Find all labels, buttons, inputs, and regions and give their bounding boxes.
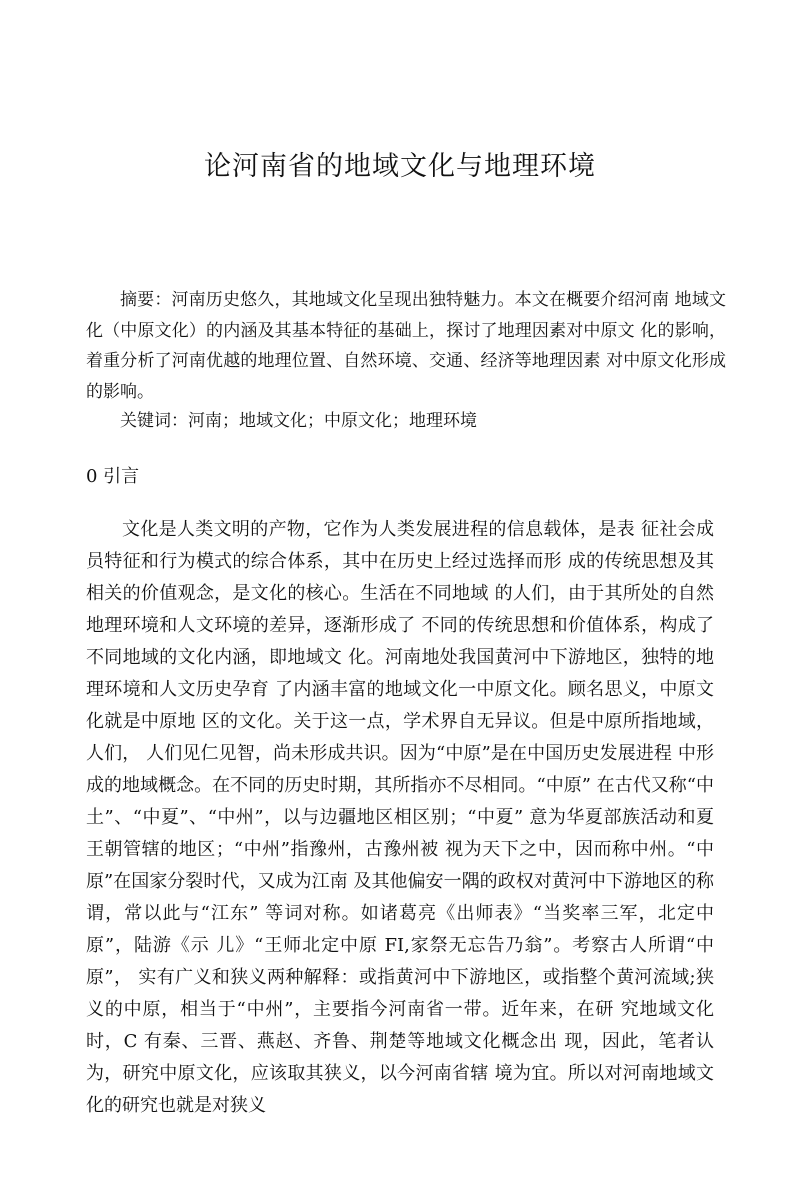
section-heading: 0 引言 <box>86 466 140 487</box>
keywords-line: 关键词：河南；地域文化；中原文化；地理环境 <box>120 411 477 431</box>
document-title: 论河南省的地域文化与地理环境 <box>204 151 596 182</box>
abstract-paragraph: 摘要：河南历史悠久，其地域文化呈现出独特魅力。本文在概要介绍河南 地域文化（中原文化）的内涵及其基本特征的基础上，探讨了地理因素对中原文 化的影响，着重分析了河南优越的地理位置、自然环境、交通、经济等地理因素 对中原文化形成的影响。 <box>86 290 726 402</box>
body-paragraph: 文化是人类文明的产物，它作为人类发展进程的信息载体，是表 征社会成员特征和行为模式的综合体系，其中在历史上经过选择而形 成的传统思想及其相关的价值观念，是文化的核心。生活在不同地域 的人们，由于其所处的自然地理环境和人文环境的差异，逐渐形成了 不同的传统思想和价值体系，构成了不同地域的文化内涵，即地域文 化。河南地处我国黄河中下游地区，独特的地理环境和人文历史孕育 了内涵丰富的地域文化一中原文化。顾名思义，中原文化就是中原地 区的文化。关于这一点，学术界自无异议。但是中原所指地域，人们， 人们见仁见智，尚未形成共识。因为“中原”是在中国历史发展进程 中形成的地域概念。在不同的历史时期，其所指亦不尽相同。“中原” 在古代又称“中土”、“中夏”、“中州”，以与边疆地区相区别；“中夏” 意为华夏部族活动和夏王朝管辖的地区；“中州”指豫州，古豫州被 视为天下之中，因而称中州。“中原”在国家分裂时代，又成为江南 及其他偏安一隅的政权对黄河中下游地区的称谓，常以此与“江东” 等词对称。如诸葛亮《出师表》“当奖率三军，北定中原”，陆游《示 儿》“王师北定中原 FI,家祭无忘告乃翁”。考察古人所谓“中原”， 实有广义和狭义两种解释：或指黄河中下游地区，或指整个黄河流域;狭义的中原，相当于“中州”，主要指今河南省一带。近年来，在研 究地域文化时，C 有秦、三晋、燕赵、齐鲁、荆楚等地域文化概念出 现，因此，笔者认为，研究中原文化，应该取其狭义，以今河南省辖 境为宜。所以对河南地域文化的研究也就是对狭义 <box>86 519 714 1116</box>
